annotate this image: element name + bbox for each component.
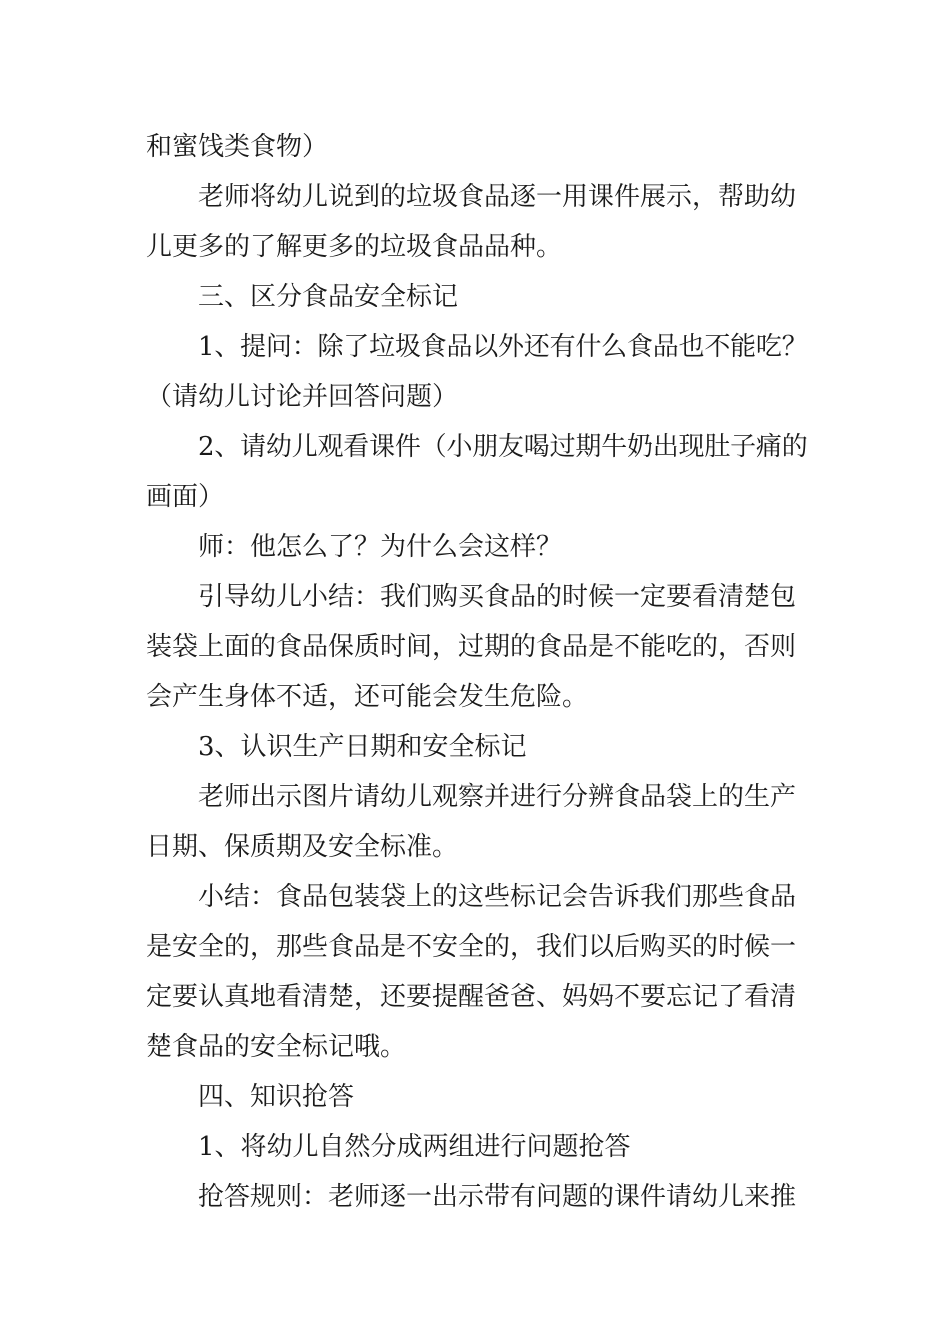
paragraph <box>146 772 808 872</box>
text-line: 3、认识生产日期和安全标记 <box>198 732 527 762</box>
paragraph <box>146 722 808 772</box>
text-line: 小结：食品包装袋上的这些标记会告诉我们那些食品 <box>198 882 797 912</box>
text-line: 抢答规则：老师逐一出示带有问题的课件请幼儿来推 <box>198 1182 797 1212</box>
paragraph <box>146 122 808 172</box>
text-line: 1、将幼儿自然分成两组进行问题抢答 <box>198 1132 631 1162</box>
paragraph <box>146 1172 808 1222</box>
text-line: 装袋上面的食品保质时间，过期的食品是不能吃的，否则 <box>146 632 797 662</box>
paragraph <box>146 172 808 272</box>
paragraph <box>146 422 808 522</box>
text-line: 老师将幼儿说到的垃圾食品逐一用课件展示，帮助幼 <box>198 182 797 212</box>
text-line: 儿更多的了解更多的垃圾食品品种。 <box>146 232 563 262</box>
text-line: 四、知识抢答 <box>198 1082 355 1112</box>
text-line: 画面） <box>146 482 225 512</box>
paragraph <box>146 522 808 572</box>
paragraph <box>146 1072 808 1122</box>
text-line: 和蜜饯类食物） <box>146 132 329 162</box>
paragraph <box>146 872 808 1072</box>
document-body <box>146 122 808 1222</box>
text-line: 是安全的，那些食品是不安全的，我们以后购买的时候一 <box>146 932 797 962</box>
text-line: 2、请幼儿观看课件（小朋友喝过期牛奶出现肚子痛的 <box>198 432 808 462</box>
text-line: 三、区分食品安全标记 <box>198 282 459 312</box>
text-line: 日期、保质期及安全标准。 <box>146 832 459 862</box>
paragraph <box>146 322 808 422</box>
text-line: 会产生身体不适，还可能会发生危险。 <box>146 682 589 712</box>
paragraph <box>146 272 808 322</box>
text-line: 楚食品的安全标记哦。 <box>146 1032 407 1062</box>
text-line: （请幼儿讨论并回答问题） <box>146 382 459 412</box>
paragraph <box>146 572 808 722</box>
text-line: 引导幼儿小结：我们购买食品的时候一定要看清楚包 <box>198 582 797 612</box>
paragraph <box>146 1122 808 1172</box>
text-line: 1、提问：除了垃圾食品以外还有什么食品也不能吃？ <box>198 332 808 362</box>
text-line: 老师出示图片请幼儿观察并进行分辨食品袋上的生产 <box>198 782 797 812</box>
text-line: 师：他怎么了？为什么会这样？ <box>198 532 563 562</box>
text-line: 定要认真地看清楚，还要提醒爸爸、妈妈不要忘记了看清 <box>146 982 797 1012</box>
